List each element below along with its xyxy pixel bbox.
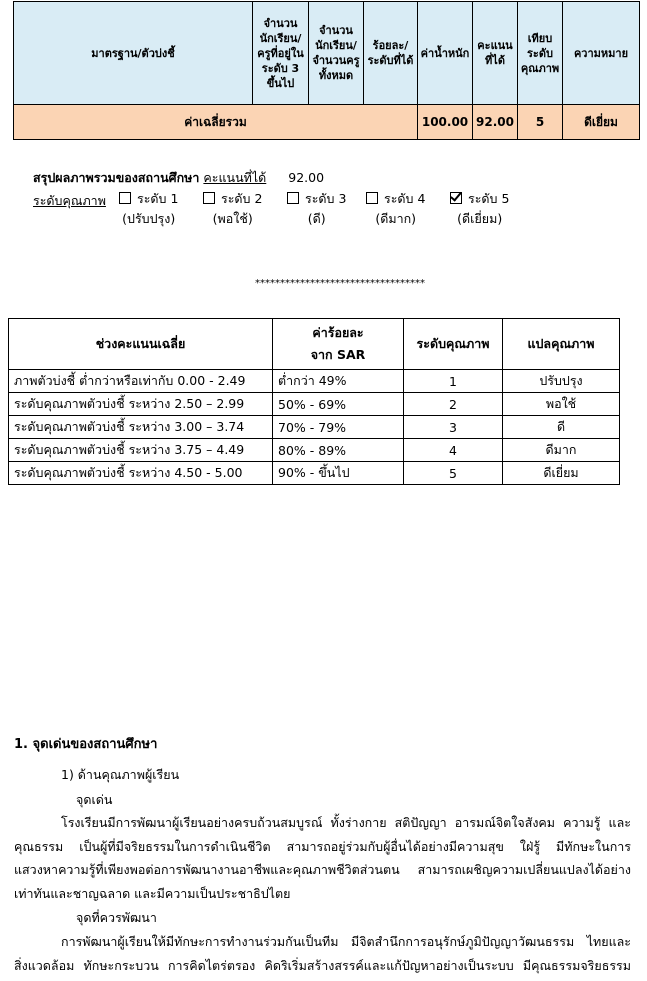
level-option-1[interactable]: ระดับ 1 (ปรับปรุง) xyxy=(119,189,178,229)
separator-stars: ********************************** xyxy=(255,278,425,289)
level-desc: (ดี) xyxy=(307,211,326,226)
header-students-level3: จำนวนนักเรียน/ครูที่อยู่ในระดับ 3 ขึ้นไป xyxy=(253,2,309,105)
summary-score-table xyxy=(13,1,640,140)
summary-title: สรุปผลภาพรวมของสถานศึกษา xyxy=(33,170,200,185)
strength-line: เท่าทันและชาญฉลาด และมีความเป็นประชาธิปไตย xyxy=(14,886,291,901)
level-desc: (พอใช้) xyxy=(212,211,253,226)
average-score: 92.00 xyxy=(473,105,518,140)
table-row: ระดับคุณภาพตัวบ่งชี้ ระหว่าง 3.75 – 4.49 80% - 89% 4 ดีมาก xyxy=(9,439,620,462)
strength-label: จุดเด่น xyxy=(76,792,113,807)
overall-summary xyxy=(33,168,633,226)
header-quality-level: ระดับคุณภาพ xyxy=(404,319,503,370)
score-value: 92.00 xyxy=(288,170,325,185)
level-option-2[interactable]: ระดับ 2 (พอใช้) xyxy=(203,189,262,229)
table-row: ภาพตัวบ่งชี้ ต่ำกว่าหรือเท่ากับ 0.00 - 2.49 ต่ำกว่า 49% 1 ปรับปรุง xyxy=(9,370,620,393)
develop-line: สิ่งแวดล้อม ทักษะกระบวน การคิดไตร่ตรอง คิดริเริ่มสร้างสรรค์และแก้ปัญหาอย่างเป็นระบบ มีคุณธรรมจริยธรรม xyxy=(14,958,631,973)
level-option-5[interactable]: ระดับ 5 (ดีเยี่ยม) xyxy=(450,189,509,229)
subsection-student-quality: 1) ด้านคุณภาพผู้เรียน xyxy=(61,767,180,782)
average-weight: 100.00 xyxy=(418,105,473,140)
table-row: ระดับคุณภาพตัวบ่งชี้ ระหว่าง 2.50 – 2.99 50% - 69% 2 พอใช้ xyxy=(9,393,620,416)
average-row xyxy=(14,105,640,140)
header-score: คะแนนที่ได้ xyxy=(473,2,518,105)
header-score-range: ช่วงคะแนนเฉลี่ย xyxy=(9,319,273,370)
header-quality-meaning: แปลคุณภาพ xyxy=(503,319,620,370)
header-percent-level: ร้อยละ/ระดับที่ได้ xyxy=(364,2,418,105)
develop-line: การพัฒนาผู้เรียนให้มีทักษะการทำงานร่วมกันเป็นทีม มีจิตสำนึกการอนุรักษ์ภูมิปัญญาวัฒนธรรม ไทยและ xyxy=(61,934,631,949)
section-title-strengths: 1. จุดเด่นของสถานศึกษา xyxy=(14,737,158,752)
level-option-3[interactable]: ระดับ 3 (ดี) xyxy=(287,189,346,229)
header-standard-indicator: มาตรฐาน/ตัวบ่งชี้ xyxy=(14,2,253,105)
strength-line: คุณธรรม เป็นผู้ที่มีจริยธรรมในการดำเนินชีวิต สามารถอยู่ร่วมกับผู้อื่นได้อย่างมีความสุข ใฝ่รู้ มีทักษะในการ xyxy=(14,839,631,854)
checkbox-checked-icon[interactable] xyxy=(450,192,462,204)
table-row: ระดับคุณภาพตัวบ่งชี้ ระหว่าง 3.00 – 3.74 70% - 79% 3 ดี xyxy=(9,416,620,439)
header-percent-sar: ค่าร้อยละ จาก SAR xyxy=(273,319,404,370)
checkbox-icon[interactable] xyxy=(366,192,378,204)
checkbox-icon[interactable] xyxy=(119,192,131,204)
header-meaning: ความหมาย xyxy=(563,2,640,105)
quality-level-options xyxy=(33,189,633,229)
table-row: ระดับคุณภาพตัวบ่งชี้ ระหว่าง 4.50 - 5.00 90% - ขึ้นไป 5 ดีเยี่ยม xyxy=(9,462,620,485)
level-desc: (ดีเยี่ยม) xyxy=(457,211,503,226)
average-label: ค่าเฉลี่ยรวม xyxy=(14,105,418,140)
header-students-total: จำนวนนักเรียน/จำนวนครูทั้งหมด xyxy=(309,2,364,105)
develop-label: จุดที่ควรพัฒนา xyxy=(76,910,157,925)
level-desc: (ดีมาก) xyxy=(375,211,417,226)
checkbox-icon[interactable] xyxy=(287,192,299,204)
checkbox-icon[interactable] xyxy=(203,192,215,204)
header-quality-level: เทียบระดับคุณภาพ xyxy=(518,2,563,105)
score-label: คะแนนที่ได้ xyxy=(203,170,267,185)
average-meaning: ดีเยี่ยม xyxy=(563,105,640,140)
strength-line: โรงเรียนมีการพัฒนาผู้เรียนอย่างครบถ้วนสมบูรณ์ ทั้งร่างกาย สติปัญญา อารมณ์จิตใจสังคม ความรู้ และ xyxy=(61,815,631,830)
score-range-table xyxy=(8,318,620,485)
header-weight: ค่าน้ำหนัก xyxy=(418,2,473,105)
average-level: 5 xyxy=(518,105,563,140)
level-desc: (ปรับปรุง) xyxy=(122,211,176,226)
quality-level-label: ระดับคุณภาพ xyxy=(33,193,106,208)
strength-line: แสวงหาความรู้ที่เพียงพอต่อการพัฒนางานอาชีพและคุณภาพชีวิตส่วนตน สามารถเผชิญความเปลี่ยนแปลงได้อย่าง xyxy=(14,862,631,877)
level-option-4[interactable]: ระดับ 4 (ดีมาก) xyxy=(366,189,425,229)
